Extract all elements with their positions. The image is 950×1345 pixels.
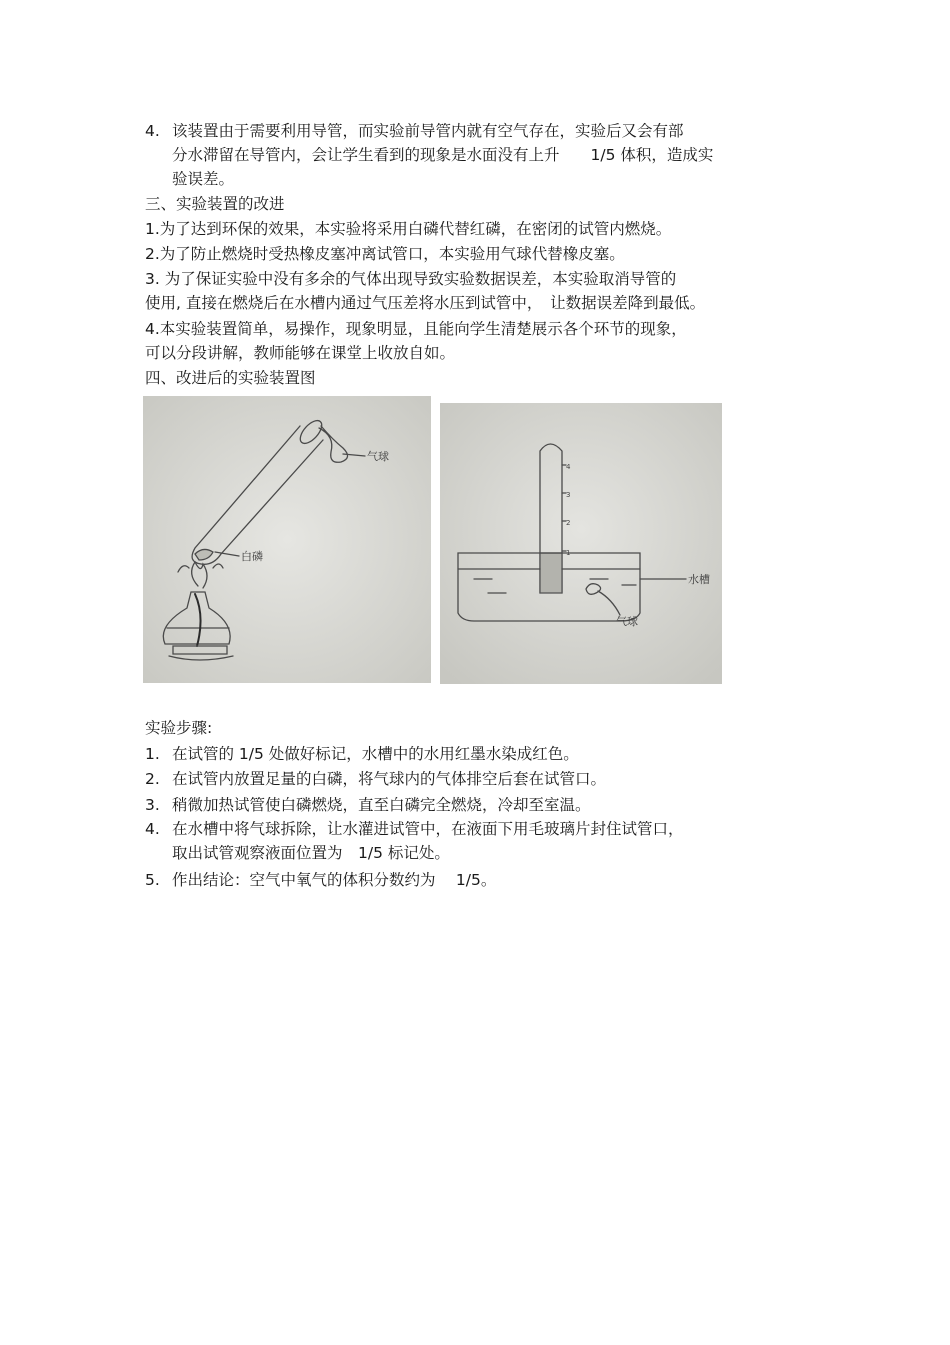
list-number: 5. bbox=[145, 871, 160, 889]
paragraph-line: 2.为了防止燃烧时受热橡皮塞冲离试管口，本实验用气球代替橡皮塞。 bbox=[145, 245, 625, 263]
scale-mark-1: 1 bbox=[566, 549, 571, 557]
paragraph-line: 验误差。 bbox=[172, 170, 235, 188]
apparatus-sketch-heating bbox=[143, 396, 431, 683]
scale-mark-4: 4 bbox=[566, 463, 571, 471]
apparatus-sketch-trough bbox=[440, 403, 722, 684]
label-phosphorus: 白磷 bbox=[241, 550, 263, 563]
step-line: 作出结论：空气中氧气的体积分数约为 1/5。 bbox=[172, 871, 497, 889]
paragraph-line: 分水滞留在导管内，会让学生看到的现象是水面没有上升 1/5 体积，造成实 bbox=[172, 146, 714, 164]
scale-mark-3: 3 bbox=[566, 491, 571, 499]
paragraph-line: 可以分段讲解，教师能够在课堂上收放自如。 bbox=[145, 344, 456, 362]
step-line: 在水槽中将气球拆除，让水灌进试管中，在液面下用毛玻璃片封住试管口， bbox=[172, 820, 684, 838]
step-line: 取出试管观察液面位置为 1/5 标记处。 bbox=[172, 844, 450, 862]
paragraph-line: 该装置由于需要利用导管，而实验前导管内就有空气存在，实验后又会有部 bbox=[172, 122, 684, 140]
section-heading: 三、实验装置的改进 bbox=[145, 195, 285, 213]
apparatus-photo-heating bbox=[143, 396, 431, 683]
scale-mark-2: 2 bbox=[566, 519, 571, 527]
list-number: 3. bbox=[145, 796, 160, 814]
list-number: 2. bbox=[145, 770, 160, 788]
step-line: 稍微加热试管使白磷燃烧，直至白磷完全燃烧，冷却至室温。 bbox=[172, 796, 591, 814]
label-balloon-right: 气球 bbox=[616, 615, 638, 628]
paragraph-line: 1.为了达到环保的效果，本实验将采用白磷代替红磷，在密闭的试管内燃烧。 bbox=[145, 220, 672, 238]
list-number: 4. bbox=[145, 820, 160, 838]
step-line: 在试管的 1/5 处做好标记，水槽中的水用红墨水染成红色。 bbox=[172, 745, 579, 763]
list-number: 1. bbox=[145, 745, 160, 763]
label-balloon: 气球 bbox=[367, 450, 389, 463]
list-number: 4. bbox=[145, 122, 160, 140]
paragraph-line: 4.本实验装置简单，易操作，现象明显，且能向学生清楚展示各个环节的现象， bbox=[145, 320, 687, 338]
section-heading: 四、改进后的实验装置图 bbox=[145, 369, 316, 387]
paragraph-line: 使用, 直接在燃烧后在水槽内通过气压差将水压到试管中， 让数据误差降到最低。 bbox=[145, 294, 706, 312]
label-trough: 水槽 bbox=[688, 573, 710, 586]
paragraph-line: 3. 为了保证实验中没有多余的气体出现导致实验数据误差，本实验取消导管的 bbox=[145, 270, 677, 288]
steps-heading: 实验步骤: bbox=[145, 719, 213, 737]
step-line: 在试管内放置足量的白磷，将气球内的气体排空后套在试管口。 bbox=[172, 770, 607, 788]
apparatus-photo-trough bbox=[440, 403, 722, 684]
